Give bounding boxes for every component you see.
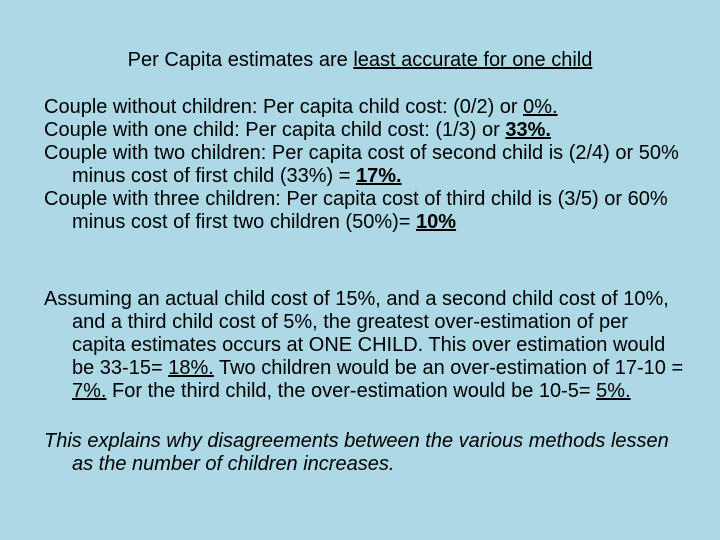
couple-three-children-value: 10% (416, 211, 457, 233)
slide-title (0, 48, 720, 72)
couple-two-children (44, 142, 712, 188)
assumption-part-1: Assuming an actual child cost of 15%, and a second child cost of 10%, and a third child cost of 5%, the greatest over-estimation of per capita estimates occurs at ONE CHILD. This over estimation would be 33-15= (44, 288, 669, 379)
couples-list (44, 96, 684, 234)
couple-no-children (44, 96, 684, 119)
couple-two-children-text: Couple with two children: Per capita cost of second child is (2/4) or 50% minus cost of first child (33%) = (44, 142, 679, 187)
couple-one-child-text: Couple with one child: Per capita child cost: (1/3) or (44, 119, 506, 141)
assumption-value-1: 18%. (168, 357, 214, 379)
assumption-value-2: 7%. (72, 380, 107, 402)
couple-no-children-value: 0%. (523, 96, 558, 118)
conclusion-text: This explains why disagreements between the various methods lessen as the number of children increases. (44, 430, 669, 475)
assumption-value-3: 5%. (596, 380, 631, 402)
couple-one-child (44, 119, 684, 142)
couple-three-children-text: Couple with three children: Per capita cost of third child is (3/5) or 60% minus cost of first two children (50%)= (44, 188, 668, 233)
conclusion-paragraph (44, 430, 684, 476)
couple-three-children (44, 188, 712, 234)
title-underlined: least accurate for one child (353, 49, 593, 71)
assumption-text (44, 288, 684, 403)
couple-one-child-value: 33%. (505, 119, 551, 141)
title-prefix: Per Capita estimates are (127, 49, 354, 71)
couple-two-children-value: 17%. (355, 165, 402, 187)
couple-no-children-text: Couple without children: Per capita child cost: (0/2) or (44, 96, 524, 118)
assumption-part-2: Two children would be an over-estimation of 17-10 = (213, 357, 684, 379)
assumption-part-3: For the third child, the over-estimation would be 10-5= (106, 380, 597, 402)
assumption-paragraph (44, 288, 684, 403)
